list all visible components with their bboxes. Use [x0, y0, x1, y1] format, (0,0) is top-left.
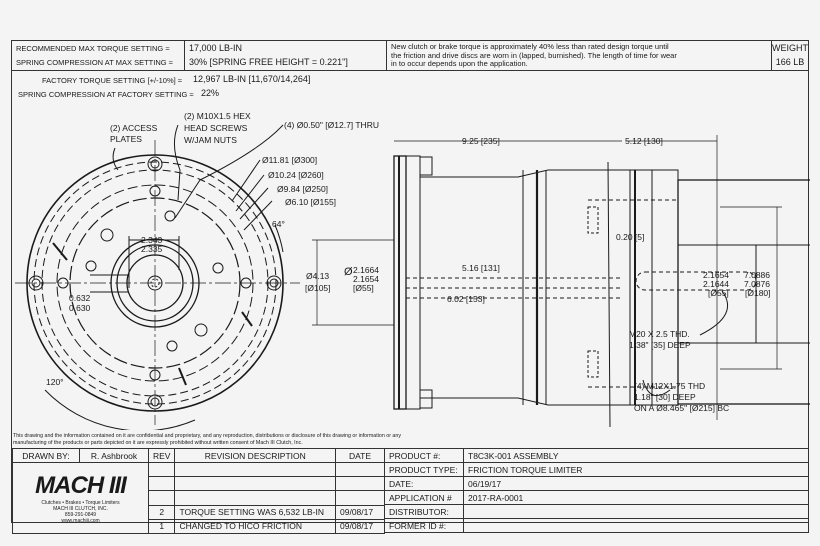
shaft-dia-lo: 2.1644	[703, 279, 729, 289]
factory-torque-label: FACTORY TORQUE SETTING [+/-10%] ≈	[42, 76, 182, 85]
rev-number: 1	[149, 519, 175, 533]
logo-web: www.machiii.com	[61, 518, 100, 524]
factory-torque-value: 12,967 LB-IN [11,670/14,264]	[193, 74, 311, 84]
m12-callout: (4) M12X1.75 THD	[634, 381, 706, 391]
dia-symbol: Ø	[344, 266, 353, 278]
bore-left-mm: [Ø55]	[353, 283, 374, 293]
logo-tagline: Clutches • Brakes • Torque Limiters	[41, 500, 120, 506]
spec-values	[185, 41, 387, 70]
access-plates-callout: (2) ACCESS	[110, 123, 158, 133]
spec-header	[11, 40, 809, 71]
weight-label: WEIGHT	[772, 43, 808, 53]
shaft-dia-mm: [Ø55]	[708, 288, 729, 298]
max-torque-value: 17,000 LB-IN	[189, 43, 243, 53]
mach3-logo: MACH III	[35, 472, 126, 499]
key-hi-label: 0.632	[69, 293, 91, 303]
bore-left-lo: 2.1654	[353, 274, 379, 284]
shaft-length-dim: 5.12 [130]	[625, 136, 663, 146]
bore-lo-label: 2.335	[141, 244, 163, 254]
date-label: DATE:	[385, 477, 464, 491]
bore-left-hi: 2.1664	[353, 265, 379, 275]
dia-260-label: Ø10.24 [Ø260]	[268, 170, 324, 180]
hex-screws-callout-3: W/JAM NUTS	[184, 135, 237, 145]
application-label: APPLICATION #	[385, 491, 464, 505]
revision-table	[12, 448, 385, 534]
flange-dia-hi: 7.0886	[744, 270, 770, 280]
distributor-label: DISTRIBUTOR:	[385, 505, 464, 519]
dia-300-label: Ø11.81 [Ø300]	[262, 155, 318, 165]
rev-header: REV	[149, 449, 175, 463]
max-torque-label: RECOMMENDED MAX TORQUE SETTING ≈	[16, 44, 170, 53]
dia-250-label: Ø9.84 [Ø250]	[277, 184, 329, 194]
hex-screws-callout: (2) M10X1.5 HEX	[184, 111, 251, 121]
spring-max-label: SPRING COMPRESSION AT MAX SETTING ≈	[16, 58, 173, 67]
bore-hi-label: 2.343	[141, 235, 163, 245]
side-view-drawing	[290, 125, 810, 430]
flange-dia-mm: [Ø180]	[745, 288, 771, 298]
weight-cell	[772, 41, 808, 70]
rev-description: TORQUE SETTING WAS 6,532 LB-IN	[175, 505, 336, 519]
m12-callout-2: 1.18" [30] DEEP	[634, 392, 696, 402]
hex-screws-callout-2: HEAD SCREWS	[184, 123, 248, 133]
m20-callout: M20 X 2.5 THD.	[629, 329, 690, 339]
recess-dim: 0.20 [5]	[616, 232, 645, 242]
date-value: 06/19/17	[464, 477, 809, 491]
note-line: the friction and drive discs are worn in (lapped, burnished). The length of time for wear	[391, 50, 677, 60]
confidentiality-notice: This drawing and the information contained on it are confidential and proprietary, and any reproduction, distributions or disclosure of this drawing or information or any manufacturing of the products or parts depicted on it are expressly prohibited without written consent of Mach III Clutch, Inc.	[13, 433, 401, 446]
desc-header: REVISION DESCRIPTION	[175, 449, 336, 463]
pilot-dia-dim: Ø4.13	[306, 271, 330, 281]
m20-callout-2: 1.38" [35] DEEP	[629, 340, 691, 350]
product-number-label: PRODUCT #:	[385, 449, 464, 463]
overall-length-dim: 9.25 [235]	[462, 136, 500, 146]
note-line: New clutch or brake torque is approximately 40% less than rated design torque until	[391, 42, 669, 51]
application-value: 2017-RA-0001	[464, 491, 809, 505]
spring-max-value: 30% [SPRING FREE HEIGHT = 0.221"]	[189, 57, 348, 67]
thru-holes-callout: (4) Ø0.50" [Ø12.7] THRU	[284, 120, 379, 130]
former-id-label: FORMER ID #:	[385, 519, 464, 533]
rev-description: CHANGED TO HICO FRICTION	[175, 519, 336, 533]
key-lo-label: 0.630	[69, 303, 91, 313]
rev-date: 09/08/17	[336, 519, 385, 533]
product-info-table	[384, 448, 809, 533]
drawn-by-value: R. Ashbrook	[80, 449, 149, 463]
pilot-dia-mm: [Ø105]	[305, 283, 331, 293]
rev-number: 2	[149, 505, 175, 519]
angle-120-label: 120°	[46, 377, 64, 387]
drawn-by-label: DRAWN BY:	[13, 449, 80, 463]
inner-length-dim: 5.16 [131]	[462, 263, 500, 273]
angle-64-label: 64°	[272, 219, 285, 229]
distributor-value	[464, 505, 809, 519]
product-type-value: FRICTION TORQUE LIMITER	[464, 463, 809, 477]
dia-155-label: Ø6.10 [Ø155]	[285, 197, 337, 207]
m12-callout-3: ON A Ø8.465" [Ø215] BC	[634, 403, 730, 413]
note-line: in to occur depends upon the application.	[391, 59, 528, 68]
date-header: DATE	[336, 449, 385, 463]
product-type-label: PRODUCT TYPE:	[385, 463, 464, 477]
spec-labels	[12, 41, 185, 70]
rev-date: 09/08/17	[336, 505, 385, 519]
hub-length-dim: 6.02 [153]	[447, 294, 485, 304]
wear-note	[387, 41, 772, 70]
product-number-value: T8C3K-001 ASSEMBLY	[464, 449, 809, 463]
spring-factory-value: 22%	[201, 88, 220, 98]
logo-phone: 859-291-0849	[64, 512, 97, 518]
former-id-value	[464, 519, 809, 533]
company-logo-cell	[13, 463, 149, 534]
weight-value: 166 LB	[775, 57, 805, 67]
access-plates-callout-2: PLATES	[110, 134, 142, 144]
shaft-dia-hi: 2.1654	[703, 270, 729, 280]
spring-factory-label: SPRING COMPRESSION AT FACTORY SETTING ≈	[18, 90, 194, 99]
logo-company: MACH III CLUTCH, INC.	[53, 506, 108, 512]
flange-dia-lo: 7.0876	[744, 279, 770, 289]
